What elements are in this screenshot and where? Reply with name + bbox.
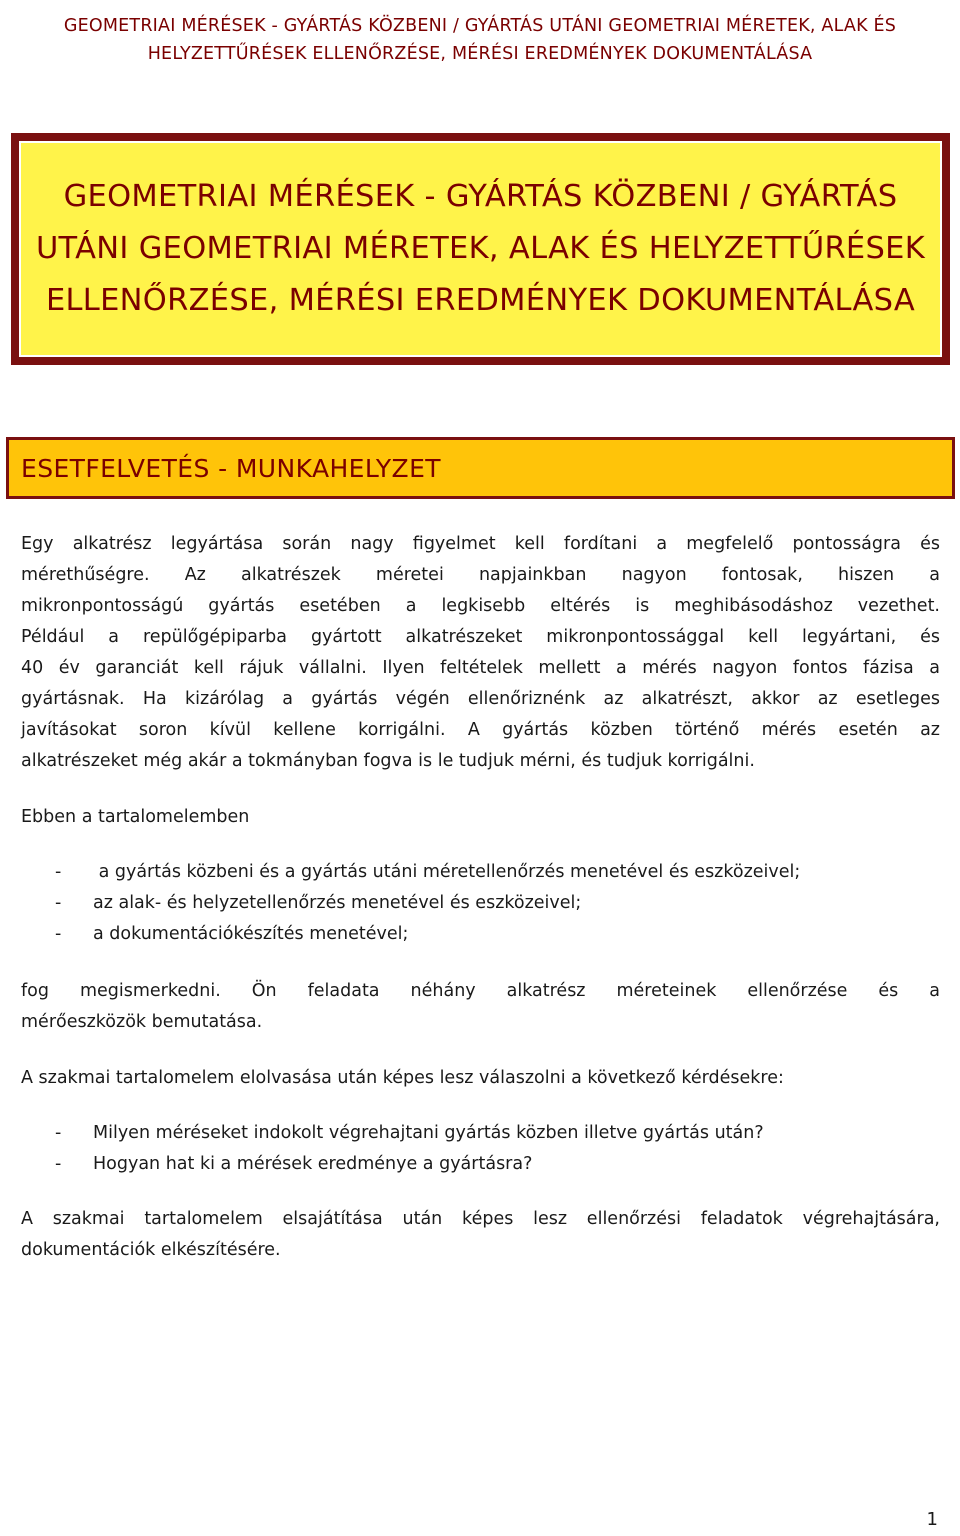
questions-intro: A szakmai tartalomelem elolvasása után képes lesz válaszolni a következő kérdésekre: — [21, 1068, 784, 1088]
outcome-line: A szakmai tartalomelem elsajátítása után képes lesz ellenőrzési feladatok végrehajtására, — [21, 1209, 940, 1229]
list-dash: - — [55, 1154, 62, 1174]
running-header-line-1: GEOMETRIAI MÉRÉSEK - GYÁRTÁS KÖZBENI / GYÁRTÁS UTÁNI GEOMETRIAI MÉRETEK, ALAK ÉS — [63, 16, 897, 36]
list-item — [21, 857, 940, 888]
list-dash: - — [55, 862, 62, 882]
task-line: mérőeszközök bemutatása. — [21, 1012, 263, 1032]
scenario-heading-banner — [6, 437, 955, 499]
outcome-paragraph — [21, 1204, 940, 1266]
intro-line: 40 év garanciát kell rájuk vállalni. Ilyen feltételek mellett a mérés nagyon fontos fázisa a — [21, 658, 940, 678]
question-item — [21, 1149, 940, 1180]
page-number: 1 — [926, 1509, 938, 1530]
document-title-line-2: UTÁNI GEOMETRIAI MÉRETEK, ALAK ÉS HELYZETTŰRÉSEK — [35, 231, 926, 266]
intro-line: gyártásnak. Ha kizárólag a gyártás végén ellenőriznénk az alkatrészt, akkor az esetleges — [21, 689, 940, 709]
list-item — [21, 888, 940, 919]
questions-list — [21, 1118, 940, 1180]
content-intro: Ebben a tartalomelemben — [21, 807, 250, 827]
question-item — [21, 1118, 940, 1149]
scenario-heading: ESETFELVETÉS - MUNKAHELYZET — [21, 453, 441, 483]
content-list — [21, 857, 940, 950]
list-item — [21, 919, 940, 950]
document-title-box — [11, 133, 950, 365]
document-title-line-3: ELLENŐRZÉSE, MÉRÉSI EREDMÉNYEK DOKUMENTÁLÁSA — [45, 283, 916, 318]
question-text: Hogyan hat ki a mérések eredménye a gyártásra? — [93, 1154, 533, 1174]
list-dash: - — [55, 924, 62, 944]
intro-line: Egy alkatrész legyártása során nagy figyelmet kell fordítani a megfelelő pontosságra és — [21, 534, 940, 554]
list-dash: - — [55, 893, 62, 913]
intro-line: Például a repülőgépiparba gyártott alkatrészeket mikronpontossággal kell legyártani, és — [21, 627, 940, 647]
running-header-line-2: HELYZETTŰRÉSEK ELLENŐRZÉSE, MÉRÉSI EREDMÉNYEK DOKUMENTÁLÁSA — [147, 44, 813, 64]
question-text: Milyen méréseket indokolt végrehajtani gyártás közben illetve gyártás után? — [93, 1123, 764, 1143]
intro-paragraph — [21, 529, 940, 777]
intro-line: alkatrészeket még akár a tokmányban fogva is le tudjuk mérni, és tudjuk korrigálni. — [21, 751, 755, 771]
list-item-text: a dokumentációkészítés menetével; — [93, 924, 409, 944]
task-paragraph — [21, 976, 940, 1038]
task-line: fog megismerkedni. Ön feladata néhány alkatrész méreteinek ellenőrzése és a — [21, 981, 940, 1001]
list-item-text: az alak- és helyzetellenőrzés menetével és eszközeivel; — [93, 893, 582, 913]
intro-line: mikronpontosságú gyártás esetében a legkisebb eltérés is meghibásodáshoz vezethet. — [21, 596, 940, 616]
document-title-inner — [19, 141, 942, 357]
intro-line: javításokat soron kívül kellene korrigálni. A gyártás közben történő mérés esetén az — [21, 720, 940, 740]
running-header — [0, 12, 960, 68]
intro-line: mérethűségre. Az alkatrészek méretei napjainkban nagyon fontosak, hiszen a — [21, 565, 940, 585]
outcome-line: dokumentációk elkészítésére. — [21, 1240, 281, 1260]
list-item-text: a gyártás közbeni és a gyártás utáni méretellenőrzés menetével és eszközeivel; — [93, 862, 801, 882]
list-dash: - — [55, 1123, 62, 1143]
document-title-line-1: GEOMETRIAI MÉRÉSEK - GYÁRTÁS KÖZBENI / GYÁRTÁS — [63, 179, 898, 214]
